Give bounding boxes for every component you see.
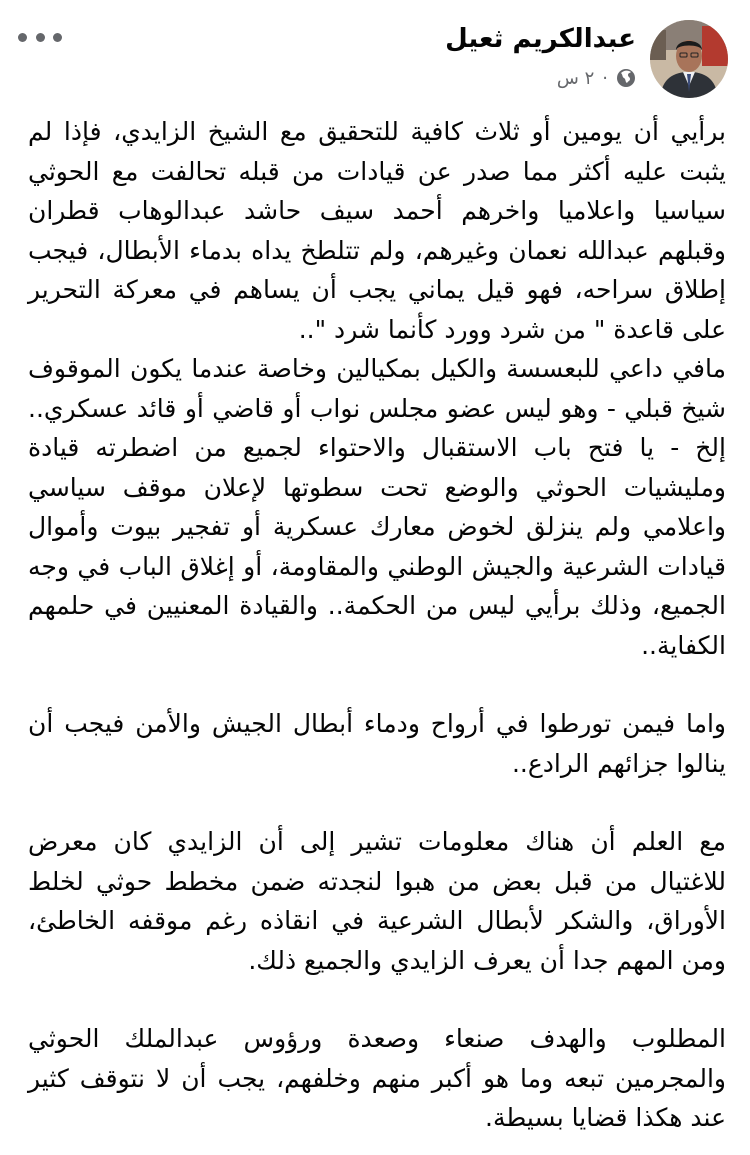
meta-separator: · [602, 67, 608, 89]
more-dots-icon [18, 33, 27, 42]
more-dot [53, 33, 62, 42]
avatar-image [650, 20, 728, 98]
post-text [28, 112, 726, 1138]
globe-icon[interactable] [616, 68, 636, 88]
post-paragraph: برأيي أن يومين أو ثلاث كافية للتحقيق مع الشيخ الزايدي، فإذا لم يثبت عليه أكثر مما صدر عن قيادات من قبله تحالفت مع الحوثي سياسيا واعلاميا واخرهم أحمد سيف حاشد عبدالوهاب قطران وقبلهم عبدالله نعمان وغيرهم، ولم تتلطخ يداه بدماء الأبطال، فيجب إطلاق سراحه، فهو قيل يماني يجب أن يساهم في معركة التحرير على قاعدة " من شرد وورد كأنما شرد ".. [28, 117, 726, 344]
post-meta [557, 64, 636, 92]
more-dot [36, 33, 45, 42]
post-paragraph: مع العلم أن هناك معلومات تشير إلى أن الزايدي كان معرض للاغتيال من قبل بعض من هبوا لنجدته ضمن مخطط حوثي لخلط الأوراق، والشكر لأبطال الشرعية في انقاذه رغم موقفه الخاطئ، ومن المهم جدا أن يعرف الزايدي والجميع ذلك. [28, 827, 726, 975]
post-paragraph: مافي داعي للبعسسة والكيل بمكيالين وخاصة عندما يكون الموقوف شيخ قبلي - وهو ليس عضو مجلس نواب أو قاضي أو قائد عسكري.. إلخ - يا فتح باب الاستقبال والاحتواء لجميع من اضطرته قيادة ومليشيات الحوثي والوضع تحت سطوتها لإعلان موقف سياسي واعلامي ولم ينزلق لخوض معارك عسكرية أو تفجير بيوت وأموال قيادات الشرعية والجيش الوطني والمقاومة، أو إغلاق الباب في وجه الجميع، وذلك برأيي ليس من الحكمة.. والقيادة المعنيين في حلمهم الكفاية.. [28, 354, 726, 660]
more-options-button[interactable] [18, 24, 62, 50]
author-name[interactable]: عبدالكريم ثعيل [445, 24, 636, 54]
post-time[interactable]: ٢ س [556, 67, 595, 89]
post-paragraph: المطلوب والهدف صنعاء وصعدة ورؤوس عبدالملك الحوثي والمجرمين تبعه وما هو أكبر منهم وخلفهم، يجب أن لا نتوقف كثير عند هكذا قضايا بسيطة. [28, 1024, 726, 1132]
post-header [0, 0, 750, 108]
avatar[interactable] [650, 20, 728, 98]
post-paragraph: واما فيمن تورطوا في أرواح ودماء أبطال الجيش والأمن فيجب أن ينالوا جزائهم الرادع.. [28, 709, 726, 778]
